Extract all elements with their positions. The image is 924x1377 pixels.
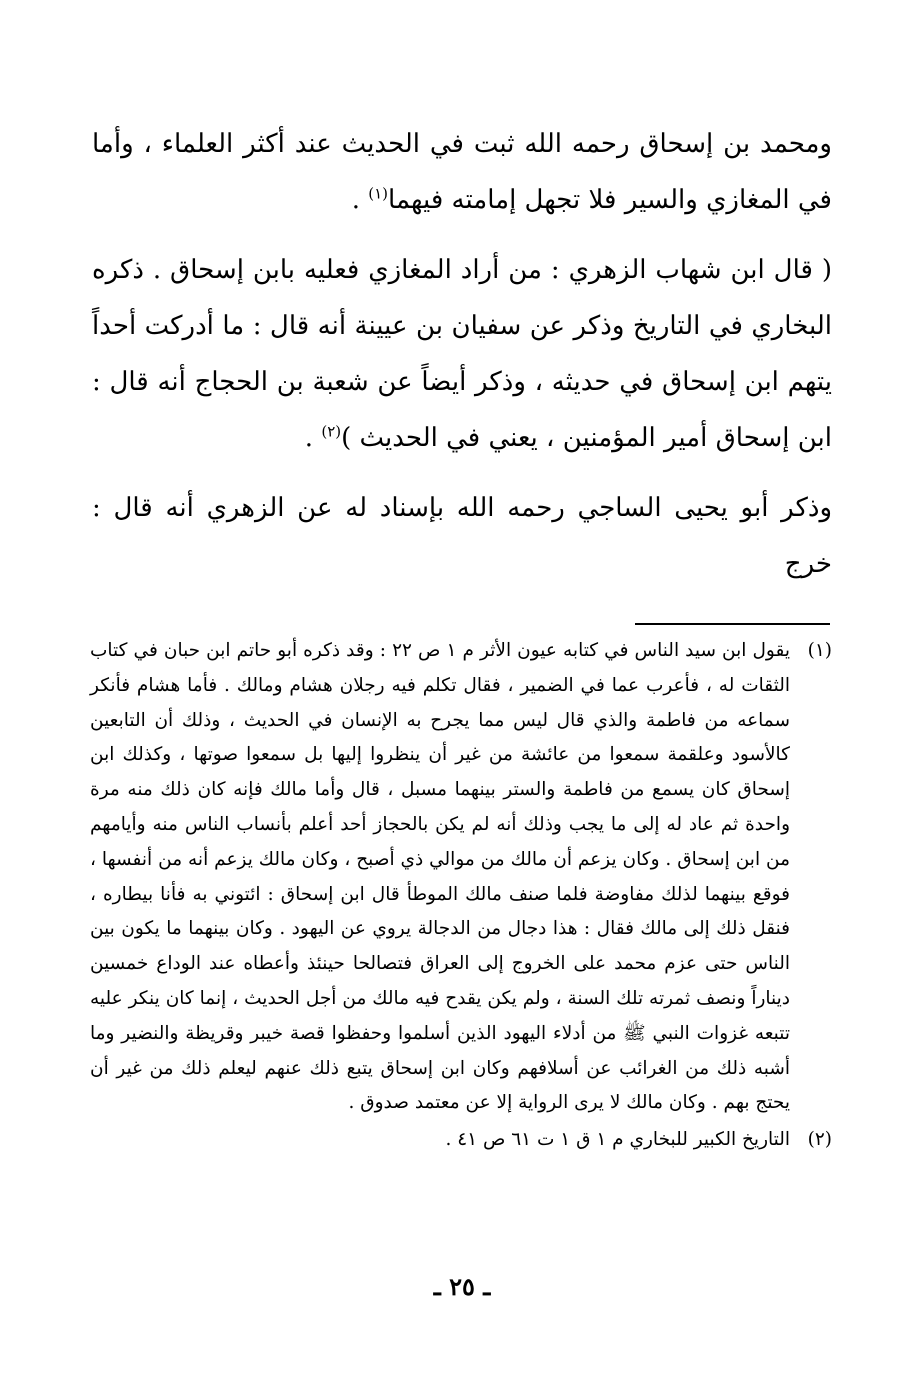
footnote-ref-2[interactable]: (٢) <box>321 422 342 441</box>
paragraph-1: ومحمد بن إسحاق رحمه الله ثبت في الحديث عند أكثر العلماء ، وأما في المغازي والسير فلا تجهل إمامته فيهما$^{(١)}$ . <box>92 129 832 215</box>
footnote-text: يقول ابن سيد الناس في كتابه عيون الأثر م ١ ص ٢٢ : وقد ذكره أبو حاتم ابن حبان في كتاب الثقات له ، فأعرب عما في الضمير ، فقال تكلم فيه رجلان هشام ومالك . فأما هشام فأنكر سماعه من فاطمة والذي قال ليس مما يجرح به الإنسان في الحديث ، وذلك أن التابعين كالأسود وعلقمة سمعوا من عائشة من غير أن ينظروا إليها بل سمعوا صوتها ، وكذلك ابن إسحاق كان يسمع من فاطمة والستر بينهما مسبل ، قال وأما مالك فإنه كان ذلك منه مرة واحدة ثم عاد له إلى ما يجب وذلك أنه لم يكن بالحجاز أحد أعلم بأنساب الناس منه وأيامهم من ابن إسحاق . وكان يزعم أن مالك من موالي ذي أصبح ، وكان مالك يزعم أنه من أنفسها ، فوقع بينهما لذلك مفاوضة فلما صنف مالك الموطأ قال ابن إسحاق : ائتوني به فأنا بيطاره ، فنقل ذلك إلى مالك فقال : هذا دجال من الدجالة يروي عن اليهود . وكان بينهما ما يكون بين الناس حتى عزم محمد على الخروج إلى العراق فتصالحا حينئذ وأعطاه عند الوداع خمسين ديناراً ونصف ثمرته تلك السنة ، ولم يكن يقدح فيه مالك من أجل الحديث ، إنما كان ينكر عليه تتبعه غزوات النبي ﷺ من أدلاء اليهود الذين أسلموا وحفظوا قصة خيبر وقريظة والنضير وما أشبه ذلك من الغرائب عن أسلافهم وكان ابن إسحاق يتبع ذلك عنهم ليعلم ذلك من غير أن يحتج بهم . وكان مالك لا يرى الرواية إلا عن معتمد صدوق . <box>90 640 790 1114</box>
footnotes <box>90 634 832 1158</box>
paragraph-3: وذكر أبو يحيى الساجي رحمه الله بإسناد له عن الزهري أنه قال : خرج <box>92 493 832 579</box>
footnote-number: (١) <box>807 640 832 661</box>
footnote-1 <box>90 634 832 1121</box>
footnote-separator <box>635 623 830 625</box>
footnote-ref-1[interactable]: (١) <box>368 184 389 203</box>
paragraph-2: ( قال ابن شهاب الزهري : من أراد المغازي فعليه بابن إسحاق . ذكره البخاري في التاريخ وذكر عن سفيان بن عيينة أنه قال : ما أدركت أحداً يتهم ابن إسحاق في حديثه ، وذكر أيضاً عن شعبة بن الحجاج أنه قال : ابن إسحاق أمير المؤمنين ، يعني في الحديث )$^{(٢)}$ . <box>92 255 832 453</box>
main-text <box>92 116 832 592</box>
footnote-number: (٢) <box>807 1129 832 1151</box>
footnote-2 <box>90 1123 832 1158</box>
footnote-text: التاريخ الكبير للبخاري م ١ ق ١ ت ٦١ ص ٤١ . <box>445 1129 790 1151</box>
page-number: ـ ٢٥ ـ <box>433 1272 491 1301</box>
